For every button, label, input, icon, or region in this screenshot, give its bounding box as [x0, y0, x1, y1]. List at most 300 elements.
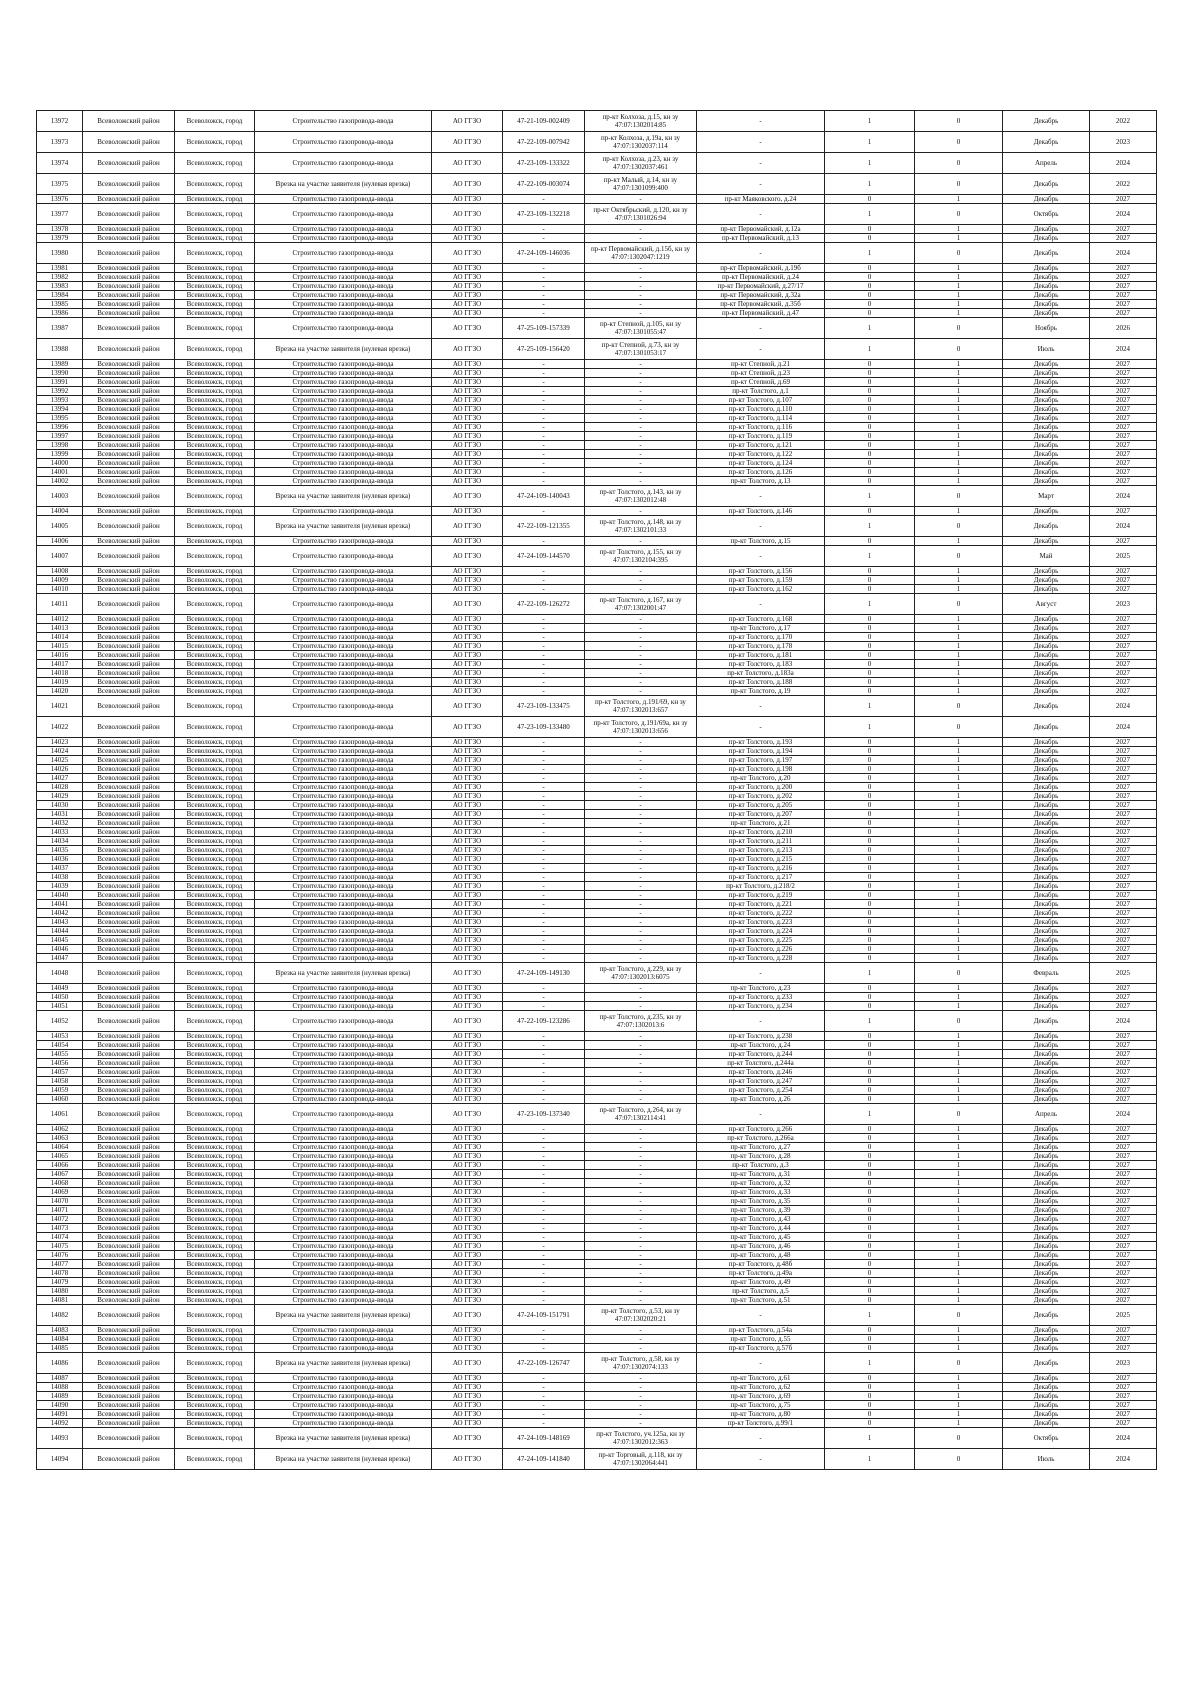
- cell-request-number: -: [503, 927, 585, 936]
- cell-month: Декабрь: [1003, 717, 1090, 738]
- cell-request-number: -: [503, 624, 585, 633]
- cell-request-number: -: [503, 225, 585, 234]
- cell-count-a: 0: [825, 1224, 915, 1233]
- cell-work-type: Строительство газопровода-ввода: [255, 801, 432, 810]
- cell-district: Всеволожский район: [83, 828, 175, 837]
- cell-work-type: Строительство газопровода-ввода: [255, 1077, 432, 1086]
- cell-year: 2027: [1090, 378, 1157, 387]
- cell-address-cadastral: пр-кт Малый, д.14, кн зу 47:07:1301099:400: [585, 174, 697, 195]
- cell-settlement: Всеволожск, город: [175, 747, 255, 756]
- cell-address: пр-кт Толстого, д.224: [697, 927, 825, 936]
- cell-work-type: Строительство газопровода-ввода: [255, 936, 432, 945]
- cell-work-type: Строительство газопровода-ввода: [255, 585, 432, 594]
- cell-request-number: -: [503, 774, 585, 783]
- cell-count-b: 1: [915, 1335, 1003, 1344]
- cell-month: Декабрь: [1003, 1233, 1090, 1242]
- cell-work-type: Строительство газопровода-ввода: [255, 864, 432, 873]
- cell-month: Декабрь: [1003, 828, 1090, 837]
- cell-row-number: 14013: [37, 624, 83, 633]
- cell-row-number: 14029: [37, 792, 83, 801]
- cell-address: -: [697, 339, 825, 360]
- cell-count-b: 1: [915, 882, 1003, 891]
- cell-month: Февраль: [1003, 963, 1090, 984]
- cell-count-a: 1: [825, 516, 915, 537]
- cell-request-number: -: [503, 900, 585, 909]
- cell-month: Декабрь: [1003, 1392, 1090, 1401]
- cell-row-number: 13988: [37, 339, 83, 360]
- cell-count-a: 0: [825, 282, 915, 291]
- cell-district: Всеволожский район: [83, 1032, 175, 1041]
- cell-address-cadastral: пр-кт Толстого, д.264, кн зу 47:07:1302114:41: [585, 1104, 697, 1125]
- cell-count-a: 0: [825, 264, 915, 273]
- cell-count-b: 1: [915, 1242, 1003, 1251]
- cell-count-b: 1: [915, 282, 1003, 291]
- cell-work-type: Строительство газопровода-ввода: [255, 765, 432, 774]
- cell-request-number: -: [503, 747, 585, 756]
- cell-month: Декабрь: [1003, 855, 1090, 864]
- cell-organization: АО ГГЗО: [432, 132, 503, 153]
- cell-count-b: 0: [915, 1353, 1003, 1374]
- cell-count-b: 0: [915, 339, 1003, 360]
- cell-row-number: 14024: [37, 747, 83, 756]
- cell-settlement: Всеволожск, город: [175, 651, 255, 660]
- cell-count-b: 1: [915, 1050, 1003, 1059]
- table-row: [37, 243, 1157, 264]
- cell-request-number: 47-24-109-149130: [503, 963, 585, 984]
- cell-settlement: Всеволожск, город: [175, 153, 255, 174]
- cell-year: 2027: [1090, 936, 1157, 945]
- cell-row-number: 14051: [37, 1002, 83, 1011]
- cell-row-number: 13996: [37, 423, 83, 432]
- cell-settlement: Всеволожск, город: [175, 537, 255, 546]
- cell-count-b: 1: [915, 1251, 1003, 1260]
- cell-request-number: -: [503, 1419, 585, 1428]
- cell-count-a: 0: [825, 810, 915, 819]
- cell-organization: АО ГГЗО: [432, 1050, 503, 1059]
- cell-address-cadastral: пр-кт Колхоза, д.23, кн зу 47:07:1302037:461: [585, 153, 697, 174]
- cell-count-a: 0: [825, 1401, 915, 1410]
- cell-count-b: 1: [915, 1152, 1003, 1161]
- cell-address: пр-кт Толстого, д.198: [697, 765, 825, 774]
- cell-count-b: 1: [915, 450, 1003, 459]
- cell-row-number: 14064: [37, 1143, 83, 1152]
- cell-row-number: 14014: [37, 633, 83, 642]
- cell-address-cadastral: -: [585, 774, 697, 783]
- cell-work-type: Строительство газопровода-ввода: [255, 111, 432, 132]
- cell-count-a: 0: [825, 918, 915, 927]
- cell-year: 2027: [1090, 441, 1157, 450]
- cell-settlement: Всеволожск, город: [175, 642, 255, 651]
- cell-request-number: -: [503, 1260, 585, 1269]
- cell-district: Всеволожский район: [83, 1410, 175, 1419]
- cell-request-number: -: [503, 651, 585, 660]
- cell-work-type: Строительство газопровода-ввода: [255, 1125, 432, 1134]
- cell-year: 2027: [1090, 678, 1157, 687]
- cell-address-cadastral: -: [585, 660, 697, 669]
- cell-count-b: 1: [915, 837, 1003, 846]
- cell-work-type: Строительство газопровода-ввода: [255, 1296, 432, 1305]
- cell-district: Всеволожский район: [83, 225, 175, 234]
- cell-organization: АО ГГЗО: [432, 819, 503, 828]
- cell-address: пр-кт Толстого, д.238: [697, 1032, 825, 1041]
- cell-count-a: 1: [825, 204, 915, 225]
- cell-district: Всеволожский район: [83, 396, 175, 405]
- cell-count-b: 0: [915, 132, 1003, 153]
- cell-count-a: 0: [825, 1326, 915, 1335]
- cell-count-b: 1: [915, 1383, 1003, 1392]
- cell-count-b: 1: [915, 1086, 1003, 1095]
- cell-year: 2027: [1090, 765, 1157, 774]
- cell-address: пр-кт Степной, д.21: [697, 360, 825, 369]
- cell-settlement: Всеволожск, город: [175, 546, 255, 567]
- table-row: [37, 1041, 1157, 1050]
- cell-year: 2027: [1090, 909, 1157, 918]
- cell-address-cadastral: пр-кт Толстого, д.229, кн зу 47:07:1302013:6075: [585, 963, 697, 984]
- cell-count-a: 0: [825, 1233, 915, 1242]
- cell-count-a: 0: [825, 396, 915, 405]
- cell-district: Всеволожский район: [83, 423, 175, 432]
- cell-count-a: 0: [825, 669, 915, 678]
- cell-work-type: Строительство газопровода-ввода: [255, 891, 432, 900]
- cell-organization: АО ГГЗО: [432, 1188, 503, 1197]
- cell-organization: АО ГГЗО: [432, 1401, 503, 1410]
- cell-address: пр-кт Толстого, д.159: [697, 576, 825, 585]
- cell-year: 2027: [1090, 387, 1157, 396]
- cell-address-cadastral: -: [585, 1206, 697, 1215]
- cell-count-a: 0: [825, 678, 915, 687]
- cell-address: пр-кт Толстого, д.13: [697, 477, 825, 486]
- cell-row-number: 14086: [37, 1353, 83, 1374]
- cell-district: Всеволожский район: [83, 567, 175, 576]
- cell-organization: АО ГГЗО: [432, 1428, 503, 1449]
- cell-row-number: 13983: [37, 282, 83, 291]
- cell-organization: АО ГГЗО: [432, 1419, 503, 1428]
- cell-organization: АО ГГЗО: [432, 243, 503, 264]
- cell-district: Всеволожский район: [83, 594, 175, 615]
- cell-request-number: 47-24-109-148169: [503, 1428, 585, 1449]
- cell-count-b: 1: [915, 855, 1003, 864]
- cell-settlement: Всеволожск, город: [175, 1287, 255, 1296]
- cell-month: Декабрь: [1003, 1326, 1090, 1335]
- cell-request-number: 47-22-109-007942: [503, 132, 585, 153]
- cell-count-b: 1: [915, 1002, 1003, 1011]
- cell-organization: АО ГГЗО: [432, 204, 503, 225]
- cell-settlement: Всеволожск, город: [175, 687, 255, 696]
- cell-organization: АО ГГЗО: [432, 1335, 503, 1344]
- cell-work-type: Врезка на участке заявителя (нулевая врезка): [255, 174, 432, 195]
- cell-address: пр-кт Толстого, д.222: [697, 909, 825, 918]
- cell-address: пр-кт Маяковского, д.24: [697, 195, 825, 204]
- cell-work-type: Строительство газопровода-ввода: [255, 300, 432, 309]
- cell-organization: АО ГГЗО: [432, 507, 503, 516]
- cell-request-number: 47-22-109-003074: [503, 174, 585, 195]
- cell-work-type: Строительство газопровода-ввода: [255, 696, 432, 717]
- cell-month: Декабрь: [1003, 423, 1090, 432]
- cell-district: Всеволожский район: [83, 1392, 175, 1401]
- cell-settlement: Всеволожск, город: [175, 318, 255, 339]
- cell-address: пр-кт Степной, д.23: [697, 369, 825, 378]
- cell-settlement: Всеволожск, город: [175, 882, 255, 891]
- cell-district: Всеволожский район: [83, 678, 175, 687]
- cell-request-number: -: [503, 1392, 585, 1401]
- cell-count-b: 1: [915, 273, 1003, 282]
- table-row: [37, 1077, 1157, 1086]
- cell-settlement: Всеволожск, город: [175, 660, 255, 669]
- cell-request-number: -: [503, 477, 585, 486]
- cell-count-b: 1: [915, 1161, 1003, 1170]
- table-row: [37, 765, 1157, 774]
- cell-district: Всеволожский район: [83, 801, 175, 810]
- cell-request-number: -: [503, 909, 585, 918]
- cell-work-type: Строительство газопровода-ввода: [255, 1287, 432, 1296]
- table-row: [37, 837, 1157, 846]
- cell-organization: АО ГГЗО: [432, 1077, 503, 1086]
- cell-count-b: 1: [915, 1296, 1003, 1305]
- cell-month: Март: [1003, 486, 1090, 507]
- cell-settlement: Всеволожск, город: [175, 1170, 255, 1179]
- cell-work-type: Строительство газопровода-ввода: [255, 576, 432, 585]
- cell-organization: АО ГГЗО: [432, 264, 503, 273]
- cell-year: 2023: [1090, 594, 1157, 615]
- cell-address-cadastral: -: [585, 1269, 697, 1278]
- cell-month: Декабрь: [1003, 576, 1090, 585]
- table-row: [37, 594, 1157, 615]
- cell-count-b: 1: [915, 1170, 1003, 1179]
- cell-address-cadastral: -: [585, 1086, 697, 1095]
- cell-request-number: 47-24-109-141840: [503, 1449, 585, 1470]
- cell-address: пр-кт Толстого, д.55: [697, 1335, 825, 1344]
- cell-request-number: -: [503, 1344, 585, 1353]
- cell-address: пр-кт Толстого, д.215: [697, 855, 825, 864]
- cell-count-a: 1: [825, 717, 915, 738]
- cell-count-a: 0: [825, 873, 915, 882]
- cell-address: -: [697, 132, 825, 153]
- cell-address-cadastral: -: [585, 810, 697, 819]
- cell-year: 2025: [1090, 546, 1157, 567]
- cell-work-type: Строительство газопровода-ввода: [255, 318, 432, 339]
- cell-count-b: 1: [915, 234, 1003, 243]
- cell-month: Декабрь: [1003, 696, 1090, 717]
- cell-request-number: -: [503, 1197, 585, 1206]
- cell-month: Декабрь: [1003, 1278, 1090, 1287]
- cell-month: Декабрь: [1003, 273, 1090, 282]
- cell-address-cadastral: -: [585, 738, 697, 747]
- cell-year: 2027: [1090, 801, 1157, 810]
- cell-count-a: 0: [825, 234, 915, 243]
- cell-district: Всеволожский район: [83, 153, 175, 174]
- cell-month: Декабрь: [1003, 309, 1090, 318]
- cell-settlement: Всеволожск, город: [175, 918, 255, 927]
- cell-request-number: 47-23-109-137340: [503, 1104, 585, 1125]
- cell-month: Декабрь: [1003, 477, 1090, 486]
- cell-year: 2026: [1090, 318, 1157, 339]
- cell-address-cadastral: -: [585, 1233, 697, 1242]
- cell-row-number: 14019: [37, 678, 83, 687]
- cell-count-a: 1: [825, 318, 915, 339]
- cell-settlement: Всеволожск, город: [175, 1242, 255, 1251]
- cell-address-cadastral: -: [585, 687, 697, 696]
- cell-request-number: -: [503, 264, 585, 273]
- cell-count-b: 1: [915, 360, 1003, 369]
- cell-organization: АО ГГЗО: [432, 1134, 503, 1143]
- cell-count-a: 0: [825, 1161, 915, 1170]
- cell-month: Декабрь: [1003, 1305, 1090, 1326]
- cell-count-b: 1: [915, 936, 1003, 945]
- cell-address-cadastral: -: [585, 405, 697, 414]
- cell-address: пр-кт Толстого, д.226: [697, 945, 825, 954]
- cell-count-a: 0: [825, 1179, 915, 1188]
- cell-district: Всеволожский район: [83, 624, 175, 633]
- cell-work-type: Строительство газопровода-ввода: [255, 945, 432, 954]
- cell-address: пр-кт Толстого, д.202: [697, 792, 825, 801]
- table-row: [37, 633, 1157, 642]
- cell-row-number: 14001: [37, 468, 83, 477]
- cell-year: 2024: [1090, 1104, 1157, 1125]
- cell-work-type: Строительство газопровода-ввода: [255, 1161, 432, 1170]
- cell-count-a: 0: [825, 1170, 915, 1179]
- table-row: [37, 405, 1157, 414]
- cell-settlement: Всеволожск, город: [175, 1197, 255, 1206]
- cell-month: Апрель: [1003, 153, 1090, 174]
- cell-month: Декабрь: [1003, 954, 1090, 963]
- cell-address: пр-кт Толстого, д.57б: [697, 1344, 825, 1353]
- cell-settlement: Всеволожск, город: [175, 291, 255, 300]
- cell-organization: АО ГГЗО: [432, 687, 503, 696]
- cell-request-number: -: [503, 369, 585, 378]
- cell-row-number: 14067: [37, 1170, 83, 1179]
- cell-settlement: Всеволожск, город: [175, 477, 255, 486]
- cell-count-a: 0: [825, 537, 915, 546]
- cell-year: 2023: [1090, 132, 1157, 153]
- cell-count-b: 1: [915, 756, 1003, 765]
- cell-address: пр-кт Толстого, д.27: [697, 1143, 825, 1152]
- cell-work-type: Строительство газопровода-ввода: [255, 309, 432, 318]
- cell-district: Всеволожский район: [83, 282, 175, 291]
- cell-district: Всеволожский район: [83, 387, 175, 396]
- cell-count-a: 0: [825, 864, 915, 873]
- cell-work-type: Строительство газопровода-ввода: [255, 1050, 432, 1059]
- cell-address-cadastral: -: [585, 1242, 697, 1251]
- table-row: [37, 1179, 1157, 1188]
- cell-count-b: 0: [915, 486, 1003, 507]
- table-row: [37, 1305, 1157, 1326]
- cell-year: 2027: [1090, 300, 1157, 309]
- cell-address: пр-кт Толстого, д.170: [697, 633, 825, 642]
- table-row: [37, 1392, 1157, 1401]
- cell-settlement: Всеволожск, город: [175, 765, 255, 774]
- cell-address-cadastral: -: [585, 651, 697, 660]
- cell-work-type: Строительство газопровода-ввода: [255, 669, 432, 678]
- cell-year: 2027: [1090, 828, 1157, 837]
- cell-count-b: 1: [915, 1260, 1003, 1269]
- cell-count-b: 1: [915, 954, 1003, 963]
- cell-district: Всеволожский район: [83, 909, 175, 918]
- cell-year: 2027: [1090, 1050, 1157, 1059]
- cell-district: Всеволожский район: [83, 405, 175, 414]
- cell-month: Декабрь: [1003, 1335, 1090, 1344]
- cell-count-b: 1: [915, 651, 1003, 660]
- table-row: [37, 642, 1157, 651]
- cell-address: пр-кт Толстого, д.5: [697, 1287, 825, 1296]
- cell-row-number: 14048: [37, 963, 83, 984]
- cell-organization: АО ГГЗО: [432, 1170, 503, 1179]
- cell-request-number: -: [503, 378, 585, 387]
- cell-organization: АО ГГЗО: [432, 405, 503, 414]
- cell-year: 2027: [1090, 1059, 1157, 1068]
- cell-address-cadastral: -: [585, 633, 697, 642]
- cell-count-a: 0: [825, 1269, 915, 1278]
- cell-work-type: Строительство газопровода-ввода: [255, 243, 432, 264]
- cell-count-a: 1: [825, 594, 915, 615]
- cell-address-cadastral: -: [585, 1050, 697, 1059]
- cell-address-cadastral: пр-кт Толстого, д.191/69, кн зу 47:07:1302013:657: [585, 696, 697, 717]
- cell-count-b: 1: [915, 1188, 1003, 1197]
- cell-settlement: Всеволожск, город: [175, 1068, 255, 1077]
- cell-district: Всеволожский район: [83, 765, 175, 774]
- cell-request-number: -: [503, 1095, 585, 1104]
- cell-district: Всеволожский район: [83, 633, 175, 642]
- cell-organization: АО ГГЗО: [432, 1326, 503, 1335]
- cell-request-number: -: [503, 1410, 585, 1419]
- cell-row-number: 14061: [37, 1104, 83, 1125]
- cell-settlement: Всеволожск, город: [175, 387, 255, 396]
- cell-count-a: 0: [825, 738, 915, 747]
- cell-count-a: 0: [825, 1197, 915, 1206]
- cell-work-type: Строительство газопровода-ввода: [255, 291, 432, 300]
- table-row: [37, 660, 1157, 669]
- cell-row-number: 14042: [37, 909, 83, 918]
- cell-count-a: 0: [825, 1134, 915, 1143]
- cell-row-number: 14035: [37, 846, 83, 855]
- cell-count-a: 1: [825, 963, 915, 984]
- cell-district: Всеволожский район: [83, 900, 175, 909]
- cell-month: Декабрь: [1003, 1251, 1090, 1260]
- cell-count-b: 1: [915, 1134, 1003, 1143]
- cell-month: Декабрь: [1003, 774, 1090, 783]
- cell-year: 2027: [1090, 1143, 1157, 1152]
- cell-month: Декабрь: [1003, 624, 1090, 633]
- cell-district: Всеволожский район: [83, 432, 175, 441]
- cell-work-type: Строительство газопровода-ввода: [255, 1059, 432, 1068]
- cell-settlement: Всеволожск, город: [175, 111, 255, 132]
- cell-month: Декабрь: [1003, 1197, 1090, 1206]
- cell-organization: АО ГГЗО: [432, 339, 503, 360]
- table-row: [37, 234, 1157, 243]
- cell-year: 2027: [1090, 687, 1157, 696]
- cell-year: 2027: [1090, 900, 1157, 909]
- cell-year: 2024: [1090, 1011, 1157, 1032]
- cell-count-a: 0: [825, 642, 915, 651]
- cell-organization: АО ГГЗО: [432, 516, 503, 537]
- cell-district: Всеволожский район: [83, 792, 175, 801]
- cell-organization: АО ГГЗО: [432, 318, 503, 339]
- cell-settlement: Всеволожск, город: [175, 339, 255, 360]
- cell-settlement: Всеволожск, город: [175, 1305, 255, 1326]
- cell-work-type: Строительство газопровода-ввода: [255, 234, 432, 243]
- cell-row-number: 14063: [37, 1134, 83, 1143]
- table-row: [37, 204, 1157, 225]
- cell-month: Декабрь: [1003, 1086, 1090, 1095]
- cell-row-number: 13978: [37, 225, 83, 234]
- table-row: [37, 669, 1157, 678]
- cell-year: 2027: [1090, 837, 1157, 846]
- cell-year: 2027: [1090, 1326, 1157, 1335]
- cell-work-type: Строительство газопровода-ввода: [255, 873, 432, 882]
- table-row: [37, 282, 1157, 291]
- cell-organization: АО ГГЗО: [432, 792, 503, 801]
- cell-request-number: 47-21-109-002409: [503, 111, 585, 132]
- cell-count-b: 1: [915, 576, 1003, 585]
